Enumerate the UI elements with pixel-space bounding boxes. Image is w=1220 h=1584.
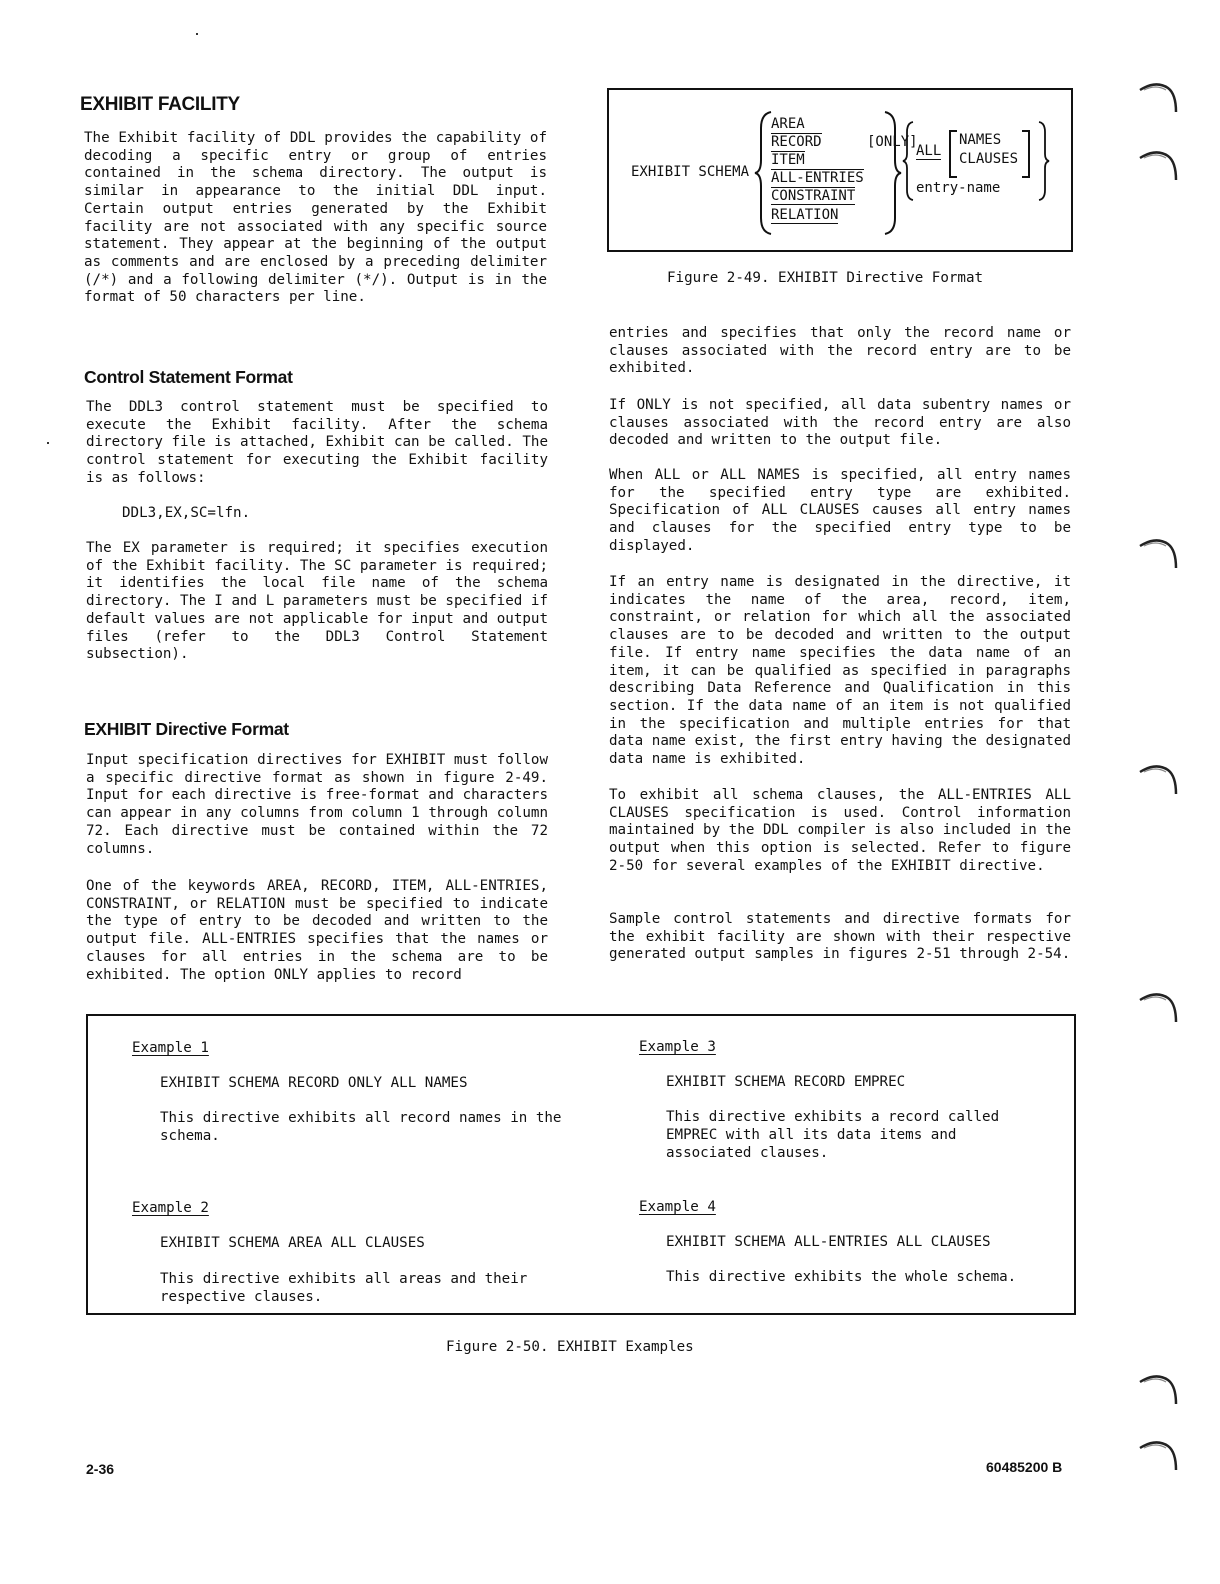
document-number: 60485200 B	[986, 1459, 1063, 1475]
keyword-record	[771, 134, 822, 150]
keyword-all-entries-text: ALL-ENTRIES	[771, 170, 864, 186]
intro-paragraph: The Exhibit facility of DDL provides the capability of decoding a specific entry or group of entries contained in the schema directory. The output is similar in appearance to the initial DDL input. Certain output entries generated by the Exhibit facility are not associated with any specific source statement. They appear at the beginning of the output as comments and are enclosed by a preceding delimiter (/*) and a following delimiter (*/). Output is in the format of 50 characters per line.	[84, 130, 547, 306]
stray-mark	[47, 442, 49, 444]
binding-hole-mark-icon	[1138, 762, 1180, 796]
page-number: 2-36	[86, 1461, 115, 1477]
stray-mark	[196, 33, 198, 35]
figure-2-49-caption: Figure 2-49. EXHIBIT Directive Format	[667, 270, 984, 286]
binding-hole-mark-icon	[1138, 148, 1180, 182]
section-title: EXHIBIT FACILITY	[80, 94, 240, 115]
right-paragraph-1: entries and specifies that only the record name or clauses associated with the record entry are to be exhibited.	[609, 325, 1071, 377]
keyword-constraint	[771, 188, 855, 204]
directive-format-heading: EXHIBIT Directive Format	[84, 719, 289, 739]
right-brace-icon	[1037, 120, 1051, 202]
binding-hole-mark-icon	[1138, 990, 1180, 1024]
control-statement-paragraph: The DDL3 control statement must be specified to execute the Exhibit facility. After the schema directory file is attached, Exhibit can be called. The control statement for executing the Exhibit facility is as follows:	[86, 399, 548, 486]
example-1-directive: EXHIBIT SCHEMA RECORD ONLY ALL NAMES	[160, 1075, 468, 1091]
keyword-constraint-text: CONSTRAINT	[771, 188, 856, 204]
keyword-record-text: RECORD	[771, 134, 822, 150]
example-1-title: Example 1	[132, 1040, 209, 1056]
example-3-directive: EXHIBIT SCHEMA RECORD EMPREC	[666, 1074, 906, 1090]
figure-2-49-box	[607, 88, 1073, 252]
keyword-relation-text: RELATION	[771, 207, 839, 223]
entry-name-option: entry-name	[916, 180, 1001, 196]
control-statement-heading: Control Statement Format	[84, 367, 293, 387]
right-paragraph-6: Sample control statements and directive formats for the exhibit facility are shown with their respective generated output samples in figures 2-51 through 2-54.	[609, 911, 1071, 963]
binding-hole-mark-icon	[1138, 1438, 1180, 1472]
example-4-title: Example 4	[639, 1199, 716, 1215]
example-3-description: This directive exhibits a record called EMPREC with all its data items and associated clauses.	[666, 1109, 1000, 1161]
example-1-description: This directive exhibits all record names in the schema.	[160, 1110, 562, 1144]
control-statement-example: DDL3,EX,SC=lfn.	[122, 505, 251, 521]
keyword-only: [ONLY]	[867, 134, 918, 150]
keyword-names: NAMES	[959, 132, 1002, 148]
right-paragraph-4: If an entry name is designated in the directive, it indicates the name of the area, record, item, constraint, or relation for which all the associated clauses are to be decoded and written to the output file. If entry name specifies the data name of an item, it can be qualified as specified in paragraphs describing Data Reference and Qualification in this section. If the data name of an item is not qualified in the specification and multiple entries for that data name exist, the first entry having the designated data name is exhibited.	[609, 574, 1071, 768]
example-2-title: Example 2	[132, 1200, 209, 1216]
left-brace-icon	[753, 110, 773, 236]
figure-2-50-box	[86, 1014, 1076, 1315]
keyword-area: AREA	[771, 116, 805, 132]
directive-format-paragraph: Input specification directives for EXHIBIT must follow a specific directive format as shown in figure 2-49. Input for each directive is free-format and characters can appear in any columns from column 1 through column 72. Each directive must be contained within the 72 columns.	[86, 752, 548, 857]
right-paragraph-2: If ONLY is not specified, all data subentry names or clauses associated with the record entry are also decoded and written to the output file.	[609, 397, 1071, 449]
right-brace-icon	[883, 110, 903, 236]
example-4-directive: EXHIBIT SCHEMA ALL-ENTRIES ALL CLAUSES	[666, 1234, 991, 1250]
binding-hole-mark-icon	[1138, 536, 1180, 570]
example-2-directive: EXHIBIT SCHEMA AREA ALL CLAUSES	[160, 1235, 425, 1251]
keyword-item-text: ITEM	[771, 152, 805, 168]
right-bracket-icon	[1022, 130, 1030, 178]
right-paragraph-3: When ALL or ALL NAMES is specified, all entry names for the specified entry type are exhibited. Specification of ALL CLAUSES causes all entry names and clauses for the specified entry type to be displayed.	[609, 467, 1071, 554]
binding-hole-mark-icon	[1138, 1372, 1180, 1406]
keyword-all-entries	[771, 170, 864, 186]
right-paragraph-5: To exhibit all schema clauses, the ALL-ENTRIES ALL CLAUSES specification is used. Control information maintained by the DDL compiler is also included in the output when this option is selected. Refer to figure 2-50 for several examples of the EXHIBIT directive.	[609, 787, 1071, 874]
left-bracket-icon	[949, 130, 957, 178]
example-4-description: This directive exhibits the whole schema.	[666, 1269, 1017, 1285]
left-brace-icon	[901, 120, 915, 202]
keyword-all-text: ALL	[916, 143, 942, 159]
keyword-relation	[771, 207, 838, 223]
keywords-paragraph: One of the keywords AREA, RECORD, ITEM, ALL-ENTRIES, CONSTRAINT, or RELATION must be specified to indicate the type of entry to be decoded and written to the output file. ALL-ENTRIES specifies that the names or clauses for all entries in the schema are to be exhibited. The option ONLY applies to record	[86, 878, 548, 983]
keyword-item	[771, 152, 805, 168]
parameters-paragraph: The EX parameter is required; it specifies execution of the Exhibit facility. The SC parameter is required; it identifies the local file name of the schema directory. The I and L parameters must be specified if default values are not applicable for input and output files (refer to the DDL3 Control Statement subsection).	[86, 540, 548, 663]
keyword-clauses: CLAUSES	[959, 151, 1019, 167]
figure-2-50-caption: Figure 2-50. EXHIBIT Examples	[446, 1339, 694, 1355]
example-2-description: This directive exhibits all areas and their respective clauses.	[160, 1271, 528, 1305]
example-3-title: Example 3	[639, 1039, 716, 1055]
exhibit-schema-prefix: EXHIBIT SCHEMA	[631, 164, 750, 180]
binding-hole-mark-icon	[1138, 80, 1180, 114]
keyword-all	[916, 143, 941, 159]
